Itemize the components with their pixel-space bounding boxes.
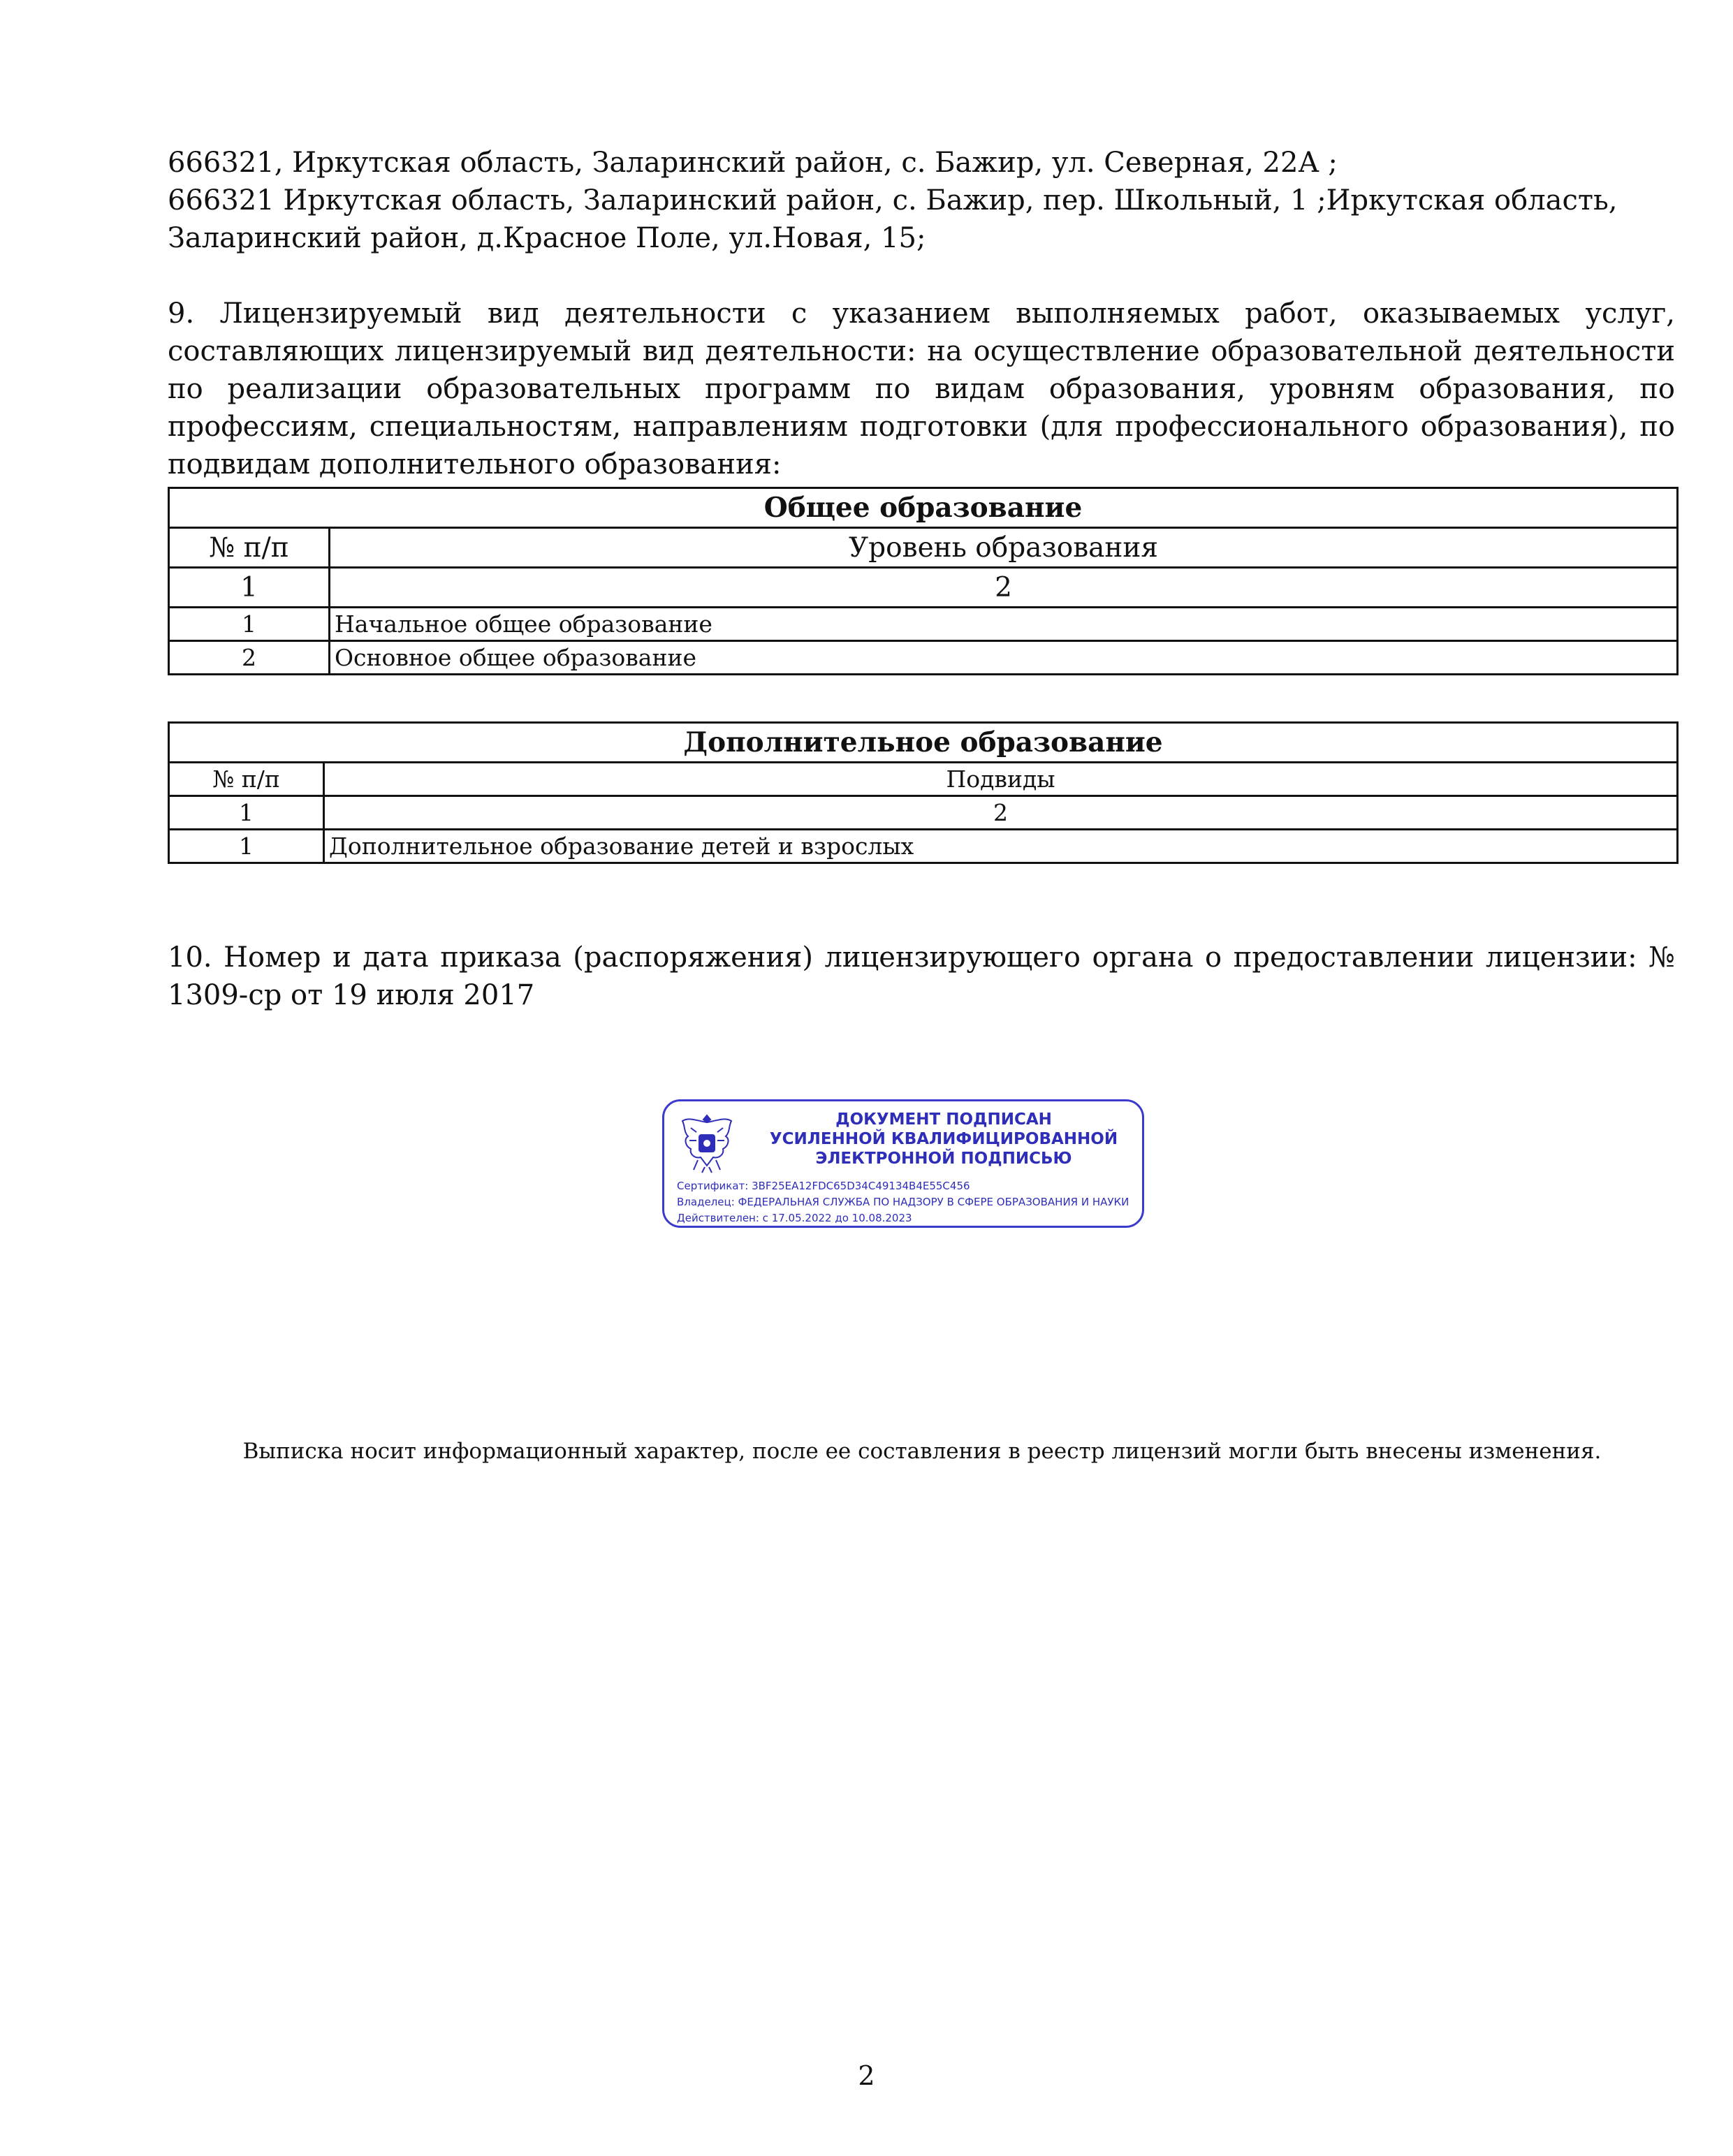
row-number: 2 <box>169 641 330 675</box>
row-text: Дополнительное образование детей и взрослых <box>324 830 1678 863</box>
table-title: Общее образование <box>169 488 1678 528</box>
column-header-subtypes: Подвиды <box>324 763 1678 796</box>
section-9 <box>168 295 1675 483</box>
section-10 <box>168 939 1675 1014</box>
column-index: 1 <box>169 796 324 830</box>
address-block <box>168 144 1675 257</box>
section-10-text: 10. Номер и дата приказа (распоряжения) лицензирующего органа о предоставлении лицензии: № 1309-ср от 19 июля 2017 <box>168 941 1675 1011</box>
address-line: 666321, Иркутская область, Заларинский район, с. Бажир, ул. Северная, 22А ; <box>168 147 1338 179</box>
column-index: 1 <box>169 568 330 608</box>
address-line: Заларинский район, д.Красное Поле, ул.Новая, 15; <box>168 222 926 254</box>
stamp-heading: УСИЛЕННОЙ КВАЛИФИЦИРОВАННОЙ <box>769 1130 1118 1148</box>
column-index: 2 <box>324 796 1678 830</box>
general-education-table <box>168 487 1679 675</box>
section-9-text: 9. Лицензируемый вид деятельности с указанием выполняемых работ, оказываемых услуг, составляющих лицензируемый вид деятельности: на осуществление образовательной деятельности по реализации образовательных программ по видам образования, уровням образования, по профессиям, специальностям, направлениям подготовки (для профессионального образования), по подвидам дополнительного образования: <box>168 298 1675 481</box>
column-header-level: Уровень образования <box>330 528 1678 568</box>
column-index: 2 <box>330 568 1678 608</box>
column-header-number: № п/п <box>169 763 324 796</box>
stamp-validity: Действителен: с 17.05.2022 до 10.08.2023 <box>677 1212 912 1224</box>
stamp-heading: ДОКУМЕНТ ПОДПИСАН <box>835 1110 1052 1129</box>
column-header-number: № п/п <box>169 528 330 568</box>
stamp-certificate: Сертификат: 3BF25EA12FDC65D34C49134B4E55C456 <box>677 1180 970 1192</box>
table-row <box>169 830 1678 863</box>
page-number: 2 <box>858 2060 875 2091</box>
row-text: Начальное общее образование <box>330 608 1678 641</box>
coat-of-arms-icon <box>677 1111 737 1175</box>
row-number: 1 <box>169 608 330 641</box>
stamp-heading: ЭЛЕКТРОННОЙ ПОДПИСЬЮ <box>815 1150 1072 1168</box>
stamp-details <box>677 1178 1145 1226</box>
additional-education-table <box>168 721 1679 864</box>
table-row <box>169 641 1678 675</box>
footnote: Выписка носит информационный характер, после ее составления в реестр лицензий могли быть внесены изменения. <box>242 1439 1602 1464</box>
row-number: 1 <box>169 830 324 863</box>
table-title: Дополнительное образование <box>169 723 1678 763</box>
stamp-owner: Владелец: ФЕДЕРАЛЬНАЯ СЛУЖБА ПО НАДЗОРУ В СФЕРЕ ОБРАЗОВАНИЯ И НАУКИ <box>677 1196 1129 1208</box>
electronic-signature-stamp <box>662 1099 1144 1228</box>
row-text: Основное общее образование <box>330 641 1678 675</box>
table-row <box>169 608 1678 641</box>
address-line: 666321 Иркутская область, Заларинский район, с. Бажир, пер. Школьный, 1 ;Иркутская область, <box>168 184 1618 217</box>
